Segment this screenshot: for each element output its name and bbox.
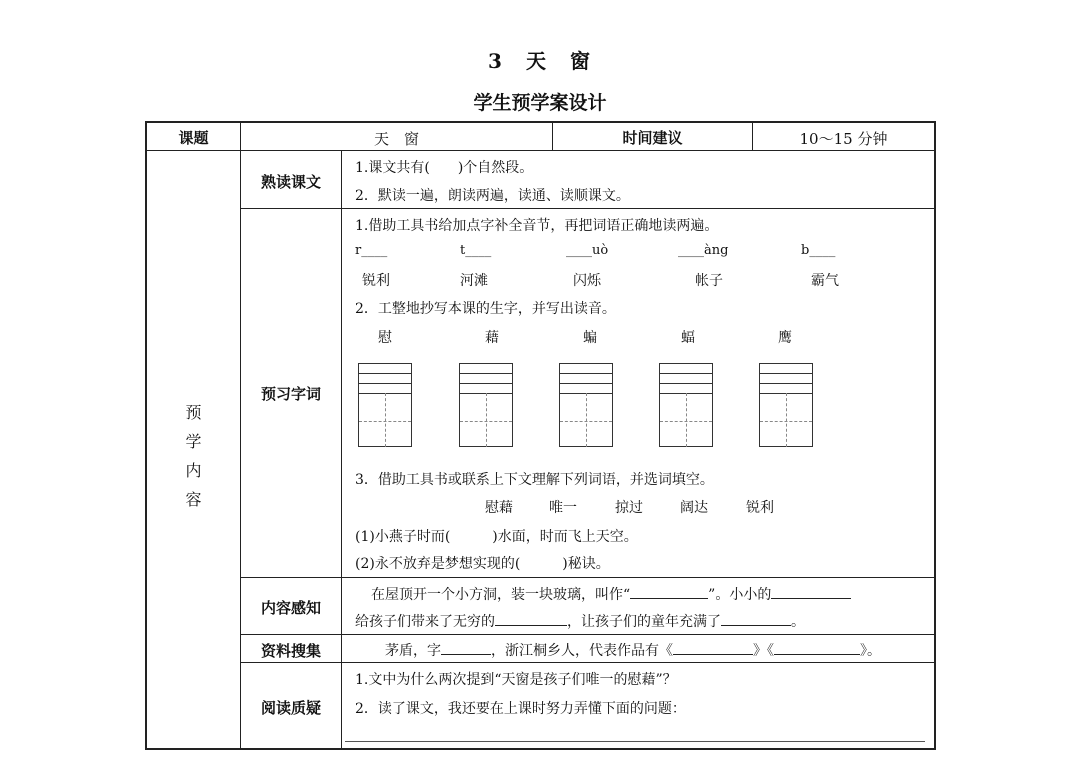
research-text: 》。	[860, 643, 881, 659]
table-border-top	[145, 121, 936, 123]
research-line	[385, 640, 881, 660]
perception-text: 。	[791, 614, 805, 630]
section-label	[147, 398, 240, 514]
row-divider	[240, 577, 936, 578]
pinyin-item: t____	[460, 243, 492, 258]
word-item: 闪烁	[573, 273, 601, 289]
read-line-2: 2．默读一遍，朗读两遍，读通、读顺课文。	[355, 188, 630, 204]
perception-text: ，让孩子们的童年充满了	[567, 614, 721, 630]
fill-blank[interactable]	[774, 640, 860, 655]
fill-sentence-2: (2)永不放弃是梦想实现的( )秘诀。	[355, 556, 610, 572]
section-label-char: 学	[185, 432, 202, 451]
preview-task-1: 1.借助工具书给加点字补全音节，再把词语正确地读两遍。	[355, 218, 719, 234]
fill-blank[interactable]	[441, 640, 491, 655]
pinyin-item: ____àng	[678, 243, 729, 258]
table-border-bottom	[145, 748, 936, 750]
table-border-right	[934, 121, 936, 750]
vocab-item: 唯一	[549, 500, 577, 516]
question-line-1: 1.文中为什么两次提到“天窗是孩子们唯一的慰藉”？	[355, 672, 677, 688]
writing-grid[interactable]	[358, 363, 412, 447]
new-char: 慰	[378, 330, 392, 346]
question-line-2: 2．读了课文，我还要在上课时努力弄懂下面的问题：	[355, 701, 686, 717]
column-divider	[341, 150, 342, 750]
row-divider	[240, 208, 936, 209]
preview-label: 预习字词	[260, 385, 321, 403]
word-item: 锐利	[362, 273, 390, 289]
new-char: 鹰	[778, 330, 792, 346]
perception-line-2	[355, 611, 805, 631]
research-text: ，浙江桐乡人，代表作品有《	[491, 643, 673, 659]
writing-grid[interactable]	[459, 363, 513, 447]
row-divider	[145, 150, 936, 151]
research-text: 茅盾，字	[385, 643, 441, 659]
perception-label: 内容感知	[260, 599, 321, 617]
word-item: 河滩	[460, 273, 488, 289]
pinyin-item: b____	[801, 243, 836, 258]
vocab-item: 慰藉	[485, 500, 513, 516]
new-char: 藉	[485, 330, 499, 346]
writing-grid[interactable]	[559, 363, 613, 447]
read-label: 熟读课文	[260, 173, 321, 191]
writing-grid[interactable]	[759, 363, 813, 447]
read-line-1: 1.课文共有( )个自然段。	[355, 160, 534, 176]
word-item: 帐子	[695, 273, 723, 289]
vocab-item: 掠过	[615, 500, 643, 516]
section-label-char: 容	[185, 490, 202, 509]
research-label: 资料搜集	[260, 642, 321, 660]
new-char: 蝠	[681, 330, 695, 346]
perception-text: 给孩子们带来了无穷的	[355, 614, 495, 630]
new-char: 蝙	[583, 330, 597, 346]
writing-grid[interactable]	[659, 363, 713, 447]
section-label-char: 内	[185, 461, 202, 480]
perception-line-1	[371, 584, 851, 604]
word-item: 霸气	[811, 273, 839, 289]
perception-text: 在屋顶开一个小方洞，装一块玻璃，叫作“	[371, 587, 631, 603]
topic-value: 天 窗	[373, 130, 419, 148]
pinyin-item: r____	[355, 243, 388, 258]
preview-task-3: 3．借助工具书或联系上下文理解下列词语，并选词填空。	[355, 472, 714, 488]
fill-sentence-1: (1)小燕子时而( )水面，时而飞上天空。	[355, 529, 638, 545]
vocab-item: 阔达	[680, 500, 708, 516]
row-divider	[240, 634, 936, 635]
page-title: 3 天 窗	[488, 49, 592, 73]
fill-blank[interactable]	[721, 611, 791, 626]
section-label-char: 预	[185, 403, 202, 422]
row-divider	[240, 662, 936, 663]
topic-label: 课题	[178, 129, 209, 147]
research-text: 》《	[753, 643, 774, 659]
vocab-item: 锐利	[746, 500, 774, 516]
fill-blank[interactable]	[630, 584, 708, 599]
time-label: 时间建议	[622, 129, 683, 147]
answer-line[interactable]	[345, 741, 925, 742]
questions-label: 阅读质疑	[260, 699, 321, 717]
page-subtitle: 学生预学案设计	[473, 92, 607, 114]
fill-blank[interactable]	[771, 584, 851, 599]
fill-blank[interactable]	[673, 640, 753, 655]
fill-blank[interactable]	[495, 611, 567, 626]
time-value: 10～15 分钟	[799, 130, 888, 148]
preview-task-2: 2．工整地抄写本课的生字，并写出读音。	[355, 301, 616, 317]
perception-text: ”。小小的	[708, 587, 772, 603]
pinyin-item: ____uò	[566, 243, 609, 258]
